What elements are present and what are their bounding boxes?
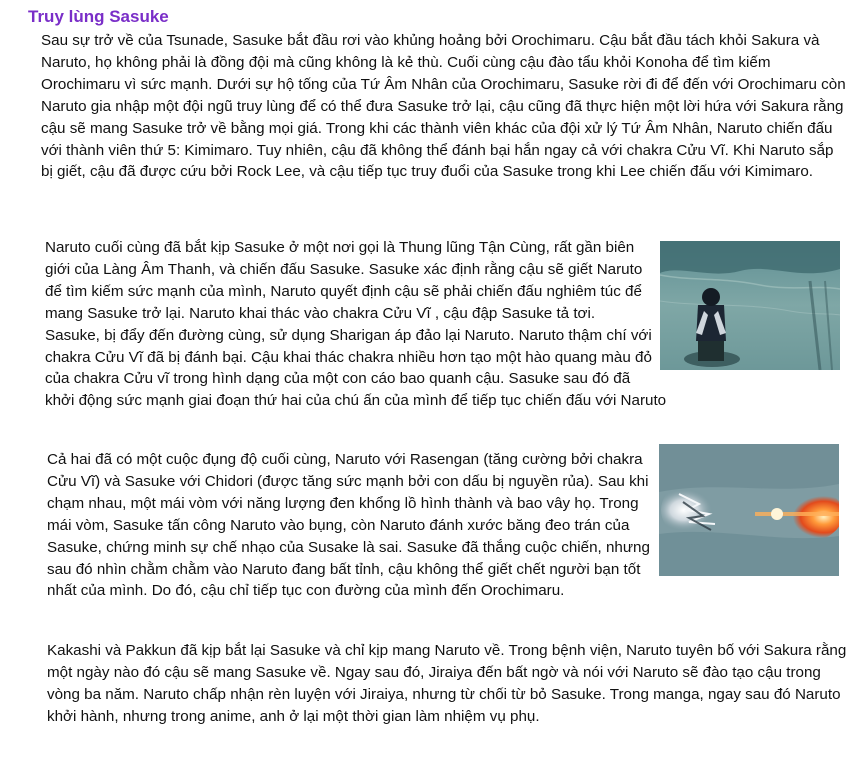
- final-clash-image: [659, 444, 839, 576]
- paragraph-valley-fight-text: Naruto cuối cùng đã bắt kịp Sasuke ở một nơi gọi là Thung lũng Tận Cùng, rất gần biên giới của Làng Âm Thanh, và chiến đấu Sasuke. Sasuke xác định rằng cậu sẽ giết Naruto để tìm kiếm sức mạnh của mình, Naruto quyết định cậu sẽ phải chiến đấu nghiêm túc để mang Sasuke trở lại. Naruto khai thác vào chakra Cửu Vĩ , cậu đập Sasuke tả tơi. Sasuke, bị đẩy đến đường cùng, sử dụng Sharigan áp đảo lại Naruto. Naruto thậm chí với chakra Cửu Vĩ đã bị đánh bại. Cậu khai thác chakra nhiều hơn tạo một hào quang màu đỏ của chakra Cửu vĩ trong hình dạng của một con cáo bao quanh cậu. Sasuke sau đó đã khởi động sức mạnh giai đoạn thứ hai của chú ấn của mình để tiếp tục chiến đấu với Naruto: [45, 239, 667, 410]
- paragraph-aftermath: Kakashi và Pakkun đã kịp bắt lại Sasuke và chỉ kịp mang Naruto về. Trong bệnh viện, Naruto tuyên bố với Sakura rằng một ngày nào đó cậu sẽ mang Sasuke về. Ngay sau đó, Jiraiya đến bất ngờ và nói với Naruto sẽ đào tạo cậu trong vòng ba năm. Naruto chấp nhận rèn luyện với Jiraiya, nhưng từ chối từ bỏ Sasuke. Trong manga, ngay sau đó Naruto khởi hành, nhưng trong anime, anh ở lại một thời gian làm nhiệm vụ phụ.: [47, 642, 847, 725]
- paragraph-final-clash-text: Cả hai đã có một cuộc đụng độ cuối cùng, Naruto với Rasengan (tăng cường bởi chakra Cửu Vĩ) và Sasuke với Chidori (được tăng sức mạnh bởi con dấu bị nguyền rủa). Sau khi chạm nhau, một mái vòm với năng lượng đen khổng lồ hình thành và bao vây họ. Trong mái vòm, Sasuke tấn công Naruto vào bụng, còn Naruto đánh xước băng đeo trán của Sasuke, chứng minh sự chế nhạo của Susake là sai. Sasuke đã thắng cuộc chiến, nhưng sau đó nhìn chằm chằm vào Naruto đang bất tỉnh, cậu không thể giết chết người bạn tốt nhất của mình. Do đó, cậu chỉ tiếp tục con đường của mình đến Orochimaru.: [47, 451, 650, 600]
- paragraph-final-clash: [47, 449, 847, 602]
- paragraph-valley-fight: [45, 237, 850, 412]
- paragraph-sasuke-departure: Sau sự trở về của Tsunade, Sasuke bắt đầu rơi vào khủng hoảng bởi Orochimaru. Cậu bắt đầu tách khỏi Sakura và Naruto, họ không phải là đồng đội mà cũng không là kẻ thù. Cuối cùng cậu đào tẩu khỏi Konoha để tìm kiếm Orochimaru vì sức mạnh. Dưới sự hộ tống của Tứ Âm Nhân của Orochimaru, Sasuke rời đi để đến với Orochimaru còn Naruto gia nhập một đội ngũ truy lùng để có thể đưa Sasuke trở lại, cậu cũng đã thực hiện một lời hứa với Sakura rằng cậu sẽ mang Sasuke trở về bằng mọi giá. Trong khi các thành viên khác của đội xử lý Tứ Âm Nhân, Naruto chiến đấu với thành viên thứ 5: Kimimaro. Tuy nhiên, cậu đã không thể đánh bại hắn ngay cả với chakra Cửu Vĩ. Khi Naruto sắp bị giết, cậu đã được cứu bởi Rock Lee, và cậu tiếp tục truy đuổi của Sasuke trong khi Lee chiến đấu với Kimimaro.: [41, 32, 846, 181]
- section-title: Truy lùng Sasuke: [28, 7, 169, 26]
- sasuke-valley-image: [660, 241, 840, 370]
